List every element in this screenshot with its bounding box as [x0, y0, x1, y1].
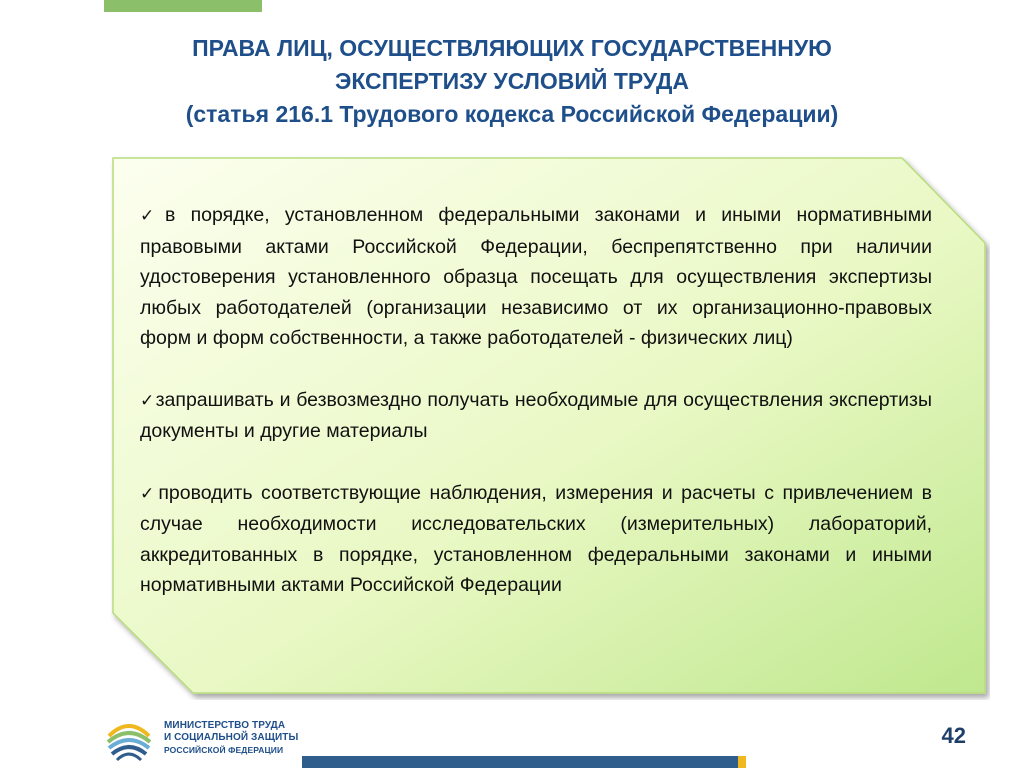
- bullet-item-1: [140, 200, 932, 354]
- page-number: 42: [941, 723, 966, 748]
- title-line-2: ЭКСПЕРТИЗУ УСЛОВИЙ ТРУДА: [334, 68, 690, 94]
- bullet-item-3: [140, 478, 932, 601]
- bullet-item-2: [140, 385, 932, 447]
- checkmark-icon: ✓: [140, 206, 165, 226]
- bottom-bar: [302, 756, 738, 768]
- bullet-text-3: проводить соответствующие наблюдения, измерения и расчеты с привлечением в случае необходимости исследовательских (измерительных) лабораторий, аккредитованных в порядке, установленном федеральными законами и иными нормативными актами Российской Федерации: [140, 481, 932, 596]
- title-line-3: (статья 216.1 Трудового кодекса Российской Федерации): [185, 101, 839, 127]
- ministry-line-1: МИНИСТЕРСТВО ТРУДА: [164, 720, 286, 731]
- bullet-text-1: в порядке, установленном федеральными законами и иными нормативными правовыми актами Российской Федерации, беспрепятственно при наличии удостоверения установленного образца посещать для осуществления экспертизы любых работодателей (организации независимо от их организационно-правовых форм и форм собственности, а также работодателей - физических лиц): [140, 204, 932, 349]
- ministry-logo-icon: [104, 714, 154, 764]
- title-line-1: ПРАВА ЛИЦ, ОСУЩЕСТВЛЯЮЩИХ ГОСУДАРСТВЕННУЮ: [192, 35, 832, 61]
- bullet-text-2: запрашивать и безвозмездно получать необходимые для осуществления экспертизы документы и другие материалы: [140, 388, 933, 442]
- checkmark-icon: ✓: [140, 483, 158, 504]
- bottom-bar-accent: [738, 756, 746, 768]
- panel-text: [140, 200, 932, 632]
- top-accent-bar: [104, 0, 262, 12]
- ministry-line-3: РОССИЙСКОЙ ФЕДЕРАЦИИ: [164, 745, 284, 755]
- ministry-name: [164, 720, 298, 756]
- checkmark-icon: ✓: [140, 390, 155, 411]
- page-title: [60, 32, 964, 131]
- rights-panel: [110, 155, 990, 700]
- ministry-line-2: И СОЦИАЛЬНОЙ ЗАЩИТЫ: [164, 732, 299, 743]
